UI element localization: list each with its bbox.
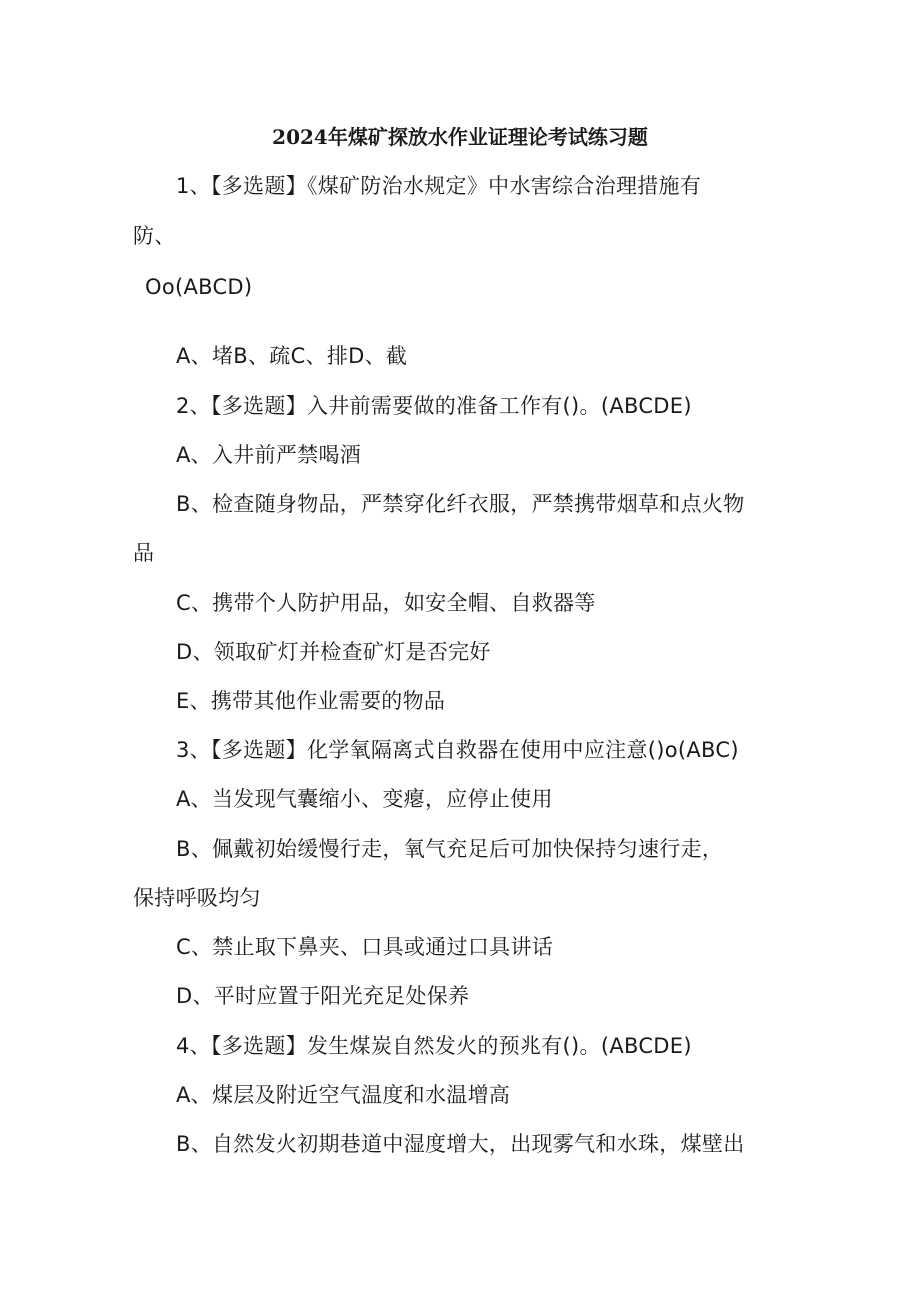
question-2-option-b-continued: 品 <box>133 541 155 565</box>
question-3-stem: 3、【多选题】化学氧隔离式自救器在使用中应注意()o(ABC) <box>176 738 739 762</box>
question-3-option-d: D、平时应置于阳光充足处保养 <box>176 984 470 1008</box>
question-1-stem: 1、【多选题】《煤矿防治水规定》中水害综合治理措施有 <box>176 174 702 198</box>
question-4-stem: 4、【多选题】发生煤炭自然发火的预兆有()。(ABCDE) <box>176 1034 692 1058</box>
question-4-option-b: B、自然发火初期巷道中湿度增大，出现雾气和水珠，煤壁出 <box>176 1132 745 1156</box>
document-title: 2024年煤矿探放水作业证理论考试练习题 <box>272 125 648 149</box>
question-2-option-e: E、携带其他作业需要的物品 <box>176 689 446 713</box>
question-2-option-c: C、携带个人防护用品，如安全帽、自救器等 <box>176 591 596 615</box>
question-2-option-a: A、入井前严禁喝酒 <box>176 443 362 467</box>
question-1-options: A、堵B、疏C、排D、截 <box>176 344 408 368</box>
question-2-option-b: B、检查随身物品，严禁穿化纤衣服，严禁携带烟草和点火物 <box>176 492 745 516</box>
question-3-option-b-continued: 保持呼吸均匀 <box>133 886 261 910</box>
question-3-option-a: A、当发现气囊缩小、变瘪，应停止使用 <box>176 787 553 811</box>
question-1-stem-continued: 防、 <box>133 224 176 248</box>
question-4-option-a: A、煤层及附近空气温度和水温增高 <box>176 1083 511 1107</box>
question-3-option-b: B、佩戴初始缓慢行走，氧气充足后可加快保持匀速行走， <box>176 837 724 861</box>
question-2-stem: 2、【多选题】入井前需要做的准备工作有()。(ABCDE) <box>176 394 692 418</box>
question-3-option-c: C、禁止取下鼻夹、口具或通过口具讲话 <box>176 935 554 959</box>
question-1-answer: Oo(ABCD) <box>145 275 253 299</box>
question-2-option-d: D、领取矿灯并检查矿灯是否完好 <box>176 640 491 664</box>
